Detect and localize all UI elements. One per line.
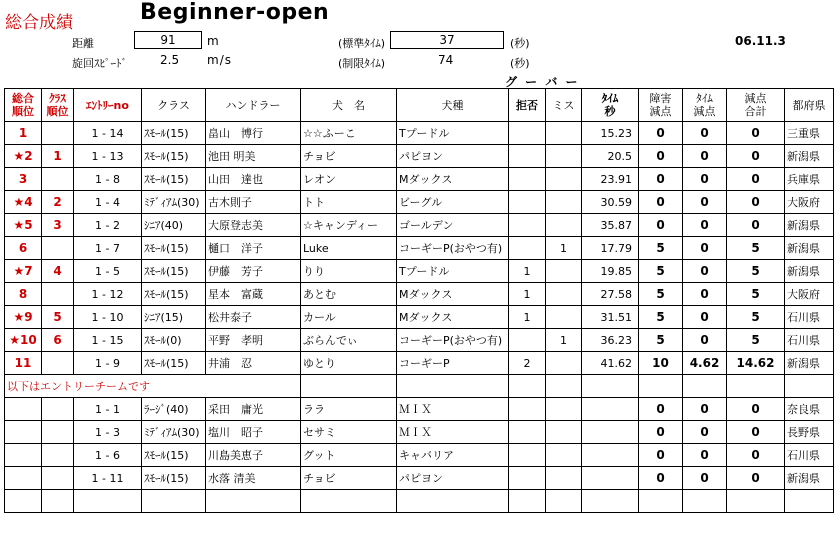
- empty-cell: [546, 375, 582, 398]
- breed-cell: ビーグル: [397, 191, 509, 214]
- miss-cell: [546, 168, 582, 191]
- time-cell: 17.79: [582, 237, 639, 260]
- rank-cell: 6: [5, 237, 42, 260]
- star-icon: ★: [13, 310, 25, 324]
- refusal-cell: 1: [509, 260, 546, 283]
- time-cell: 30.59: [582, 191, 639, 214]
- time-cell: 15.23: [582, 122, 639, 145]
- class-cell: ﾐﾃﾞｨｱﾑ(30): [142, 191, 206, 214]
- time-fault-cell: 0: [683, 168, 727, 191]
- fault-cell: 0: [639, 145, 683, 168]
- entry-cell: 1 - 8: [74, 168, 142, 191]
- miss-cell: [546, 145, 582, 168]
- std-time-label: (標準ﾀｲﾑ): [338, 37, 386, 50]
- time-fault-cell: 0: [683, 398, 727, 421]
- time-fault-cell: 0: [683, 260, 727, 283]
- distance-unit: m: [207, 34, 219, 48]
- class-rank-cell: 6: [42, 329, 74, 352]
- fault-cell: 5: [639, 260, 683, 283]
- class-rank-cell: [42, 122, 74, 145]
- breed-cell: ゴールデン: [397, 214, 509, 237]
- handler-cell: 古木則子: [206, 191, 301, 214]
- time-cell: 23.91: [582, 168, 639, 191]
- dog-cell: ぶらんでぃ: [301, 329, 397, 352]
- total-cell: 5: [727, 283, 785, 306]
- class-cell: ｽﾓｰﾙ(15): [142, 168, 206, 191]
- entry-cell: 1 - 15: [74, 329, 142, 352]
- dog-cell: グット: [301, 444, 397, 467]
- pref-cell: 新潟県: [785, 237, 834, 260]
- dog-cell: ララ: [301, 398, 397, 421]
- dog-cell: ☆☆ふーこ: [301, 122, 397, 145]
- time-cell: 19.85: [582, 260, 639, 283]
- time-fault-cell: 0: [683, 467, 727, 490]
- star-icon: ★: [13, 195, 25, 209]
- breed-cell: Mダックス: [397, 306, 509, 329]
- table-row: [5, 329, 834, 352]
- empty-cell: [509, 490, 546, 513]
- time-fault-cell: 0: [683, 191, 727, 214]
- empty-cell: [397, 375, 509, 398]
- rank-cell: ★2: [5, 145, 42, 168]
- fault-cell: 0: [639, 214, 683, 237]
- empty-cell: [74, 490, 142, 513]
- handler-cell: 伊藤 芳子: [206, 260, 301, 283]
- pref-cell: 大阪府: [785, 283, 834, 306]
- class-rank-cell: [42, 421, 74, 444]
- col-header-dog-name: 犬 名: [301, 89, 397, 122]
- time-fault-cell: 0: [683, 329, 727, 352]
- entry-cell: 1 - 13: [74, 145, 142, 168]
- limit-time-unit: (秒): [510, 57, 530, 70]
- time-fault-cell: 4.62: [683, 352, 727, 375]
- handler-cell: 大原登志美: [206, 214, 301, 237]
- pref-cell: 兵庫県: [785, 168, 834, 191]
- breed-cell: パピヨン: [397, 145, 509, 168]
- team-row: [5, 444, 834, 467]
- class-cell: ｽﾓｰﾙ(15): [142, 467, 206, 490]
- col-header-prefecture: 都府県: [785, 89, 834, 122]
- col-header-entry-no: ｴﾝﾄﾘｰno: [74, 89, 142, 122]
- refusal-cell: 2: [509, 352, 546, 375]
- handler-cell: 平野 孝明: [206, 329, 301, 352]
- table-row: [5, 237, 834, 260]
- team-row: [5, 398, 834, 421]
- table-row: [5, 306, 834, 329]
- empty-cell: [727, 490, 785, 513]
- pref-cell: 新潟県: [785, 260, 834, 283]
- refusal-cell: [509, 122, 546, 145]
- col-header-fault: 障害 減点: [639, 89, 683, 122]
- miss-cell: [546, 352, 582, 375]
- speed-label: 旋回ｽﾋﾟｰﾄﾞ: [72, 57, 127, 70]
- breed-cell: ＭＩＸ: [397, 398, 509, 421]
- col-header-time-fault: ﾀｲﾑ 減点: [683, 89, 727, 122]
- total-cell: 0: [727, 122, 785, 145]
- empty-cell: [301, 490, 397, 513]
- rank-cell: ★5: [5, 214, 42, 237]
- class-cell: ﾗｰｼﾞ(40): [142, 398, 206, 421]
- empty-cell: [5, 490, 42, 513]
- empty-cell: [142, 490, 206, 513]
- team-row: [5, 467, 834, 490]
- col-header-refusal: 拒否: [509, 89, 546, 122]
- fault-cell: 0: [639, 191, 683, 214]
- empty-cell: [683, 375, 727, 398]
- empty-cell: [397, 490, 509, 513]
- time-fault-cell: 0: [683, 421, 727, 444]
- table-row: [5, 214, 834, 237]
- handler-cell: 松井泰子: [206, 306, 301, 329]
- miss-cell: [546, 191, 582, 214]
- miss-cell: [546, 467, 582, 490]
- pref-cell: 長野県: [785, 421, 834, 444]
- class-rank-cell: 3: [42, 214, 74, 237]
- total-cell: 5: [727, 329, 785, 352]
- table-row: [5, 283, 834, 306]
- time-cell: [582, 398, 639, 421]
- dog-cell: チョビ: [301, 467, 397, 490]
- entry-cell: 1 - 9: [74, 352, 142, 375]
- class-rank-cell: [42, 352, 74, 375]
- time-cell: 36.23: [582, 329, 639, 352]
- class-rank-cell: [42, 283, 74, 306]
- pref-cell: 石川県: [785, 306, 834, 329]
- refusal-cell: [509, 467, 546, 490]
- speed-unit: m/s: [207, 53, 232, 67]
- page-title: Beginner-open: [140, 0, 330, 25]
- time-cell: [582, 467, 639, 490]
- refusal-cell: [509, 145, 546, 168]
- breed-cell: Tプードル: [397, 260, 509, 283]
- breed-cell: Mダックス: [397, 283, 509, 306]
- refusal-cell: [509, 398, 546, 421]
- pref-cell: 石川県: [785, 329, 834, 352]
- table-header-row: [5, 89, 834, 122]
- rank-cell: 3: [5, 168, 42, 191]
- empty-cell: [785, 375, 834, 398]
- miss-cell: [546, 214, 582, 237]
- std-time-unit: (秒): [510, 37, 530, 50]
- breed-cell: キャバリア: [397, 444, 509, 467]
- class-cell: ｽﾓｰﾙ(0): [142, 329, 206, 352]
- breed-cell: Mダックス: [397, 168, 509, 191]
- dog-cell: あとむ: [301, 283, 397, 306]
- time-fault-cell: 0: [683, 145, 727, 168]
- breed-cell: コーギーP(おやつ有): [397, 329, 509, 352]
- breed-cell: コーギーP(おやつ有): [397, 237, 509, 260]
- handler-cell: 水落 清美: [206, 467, 301, 490]
- rank-cell: [5, 398, 42, 421]
- fault-cell: 10: [639, 352, 683, 375]
- handler-cell: 井浦 忍: [206, 352, 301, 375]
- time-cell: 31.51: [582, 306, 639, 329]
- speed-value: 2.5: [160, 53, 180, 67]
- entry-cell: 1 - 12: [74, 283, 142, 306]
- dog-cell: レオン: [301, 168, 397, 191]
- total-cell: 0: [727, 421, 785, 444]
- breed-cell: ＭＩＸ: [397, 421, 509, 444]
- time-cell: [582, 421, 639, 444]
- time-cell: [582, 444, 639, 467]
- total-cell: 5: [727, 306, 785, 329]
- rank-cell: [5, 421, 42, 444]
- fault-cell: 0: [639, 467, 683, 490]
- total-cell: 0: [727, 398, 785, 421]
- entry-cell: 1 - 7: [74, 237, 142, 260]
- handler-cell: 樋口 洋子: [206, 237, 301, 260]
- class-rank-cell: 1: [42, 145, 74, 168]
- star-icon: ★: [13, 264, 25, 278]
- pref-cell: 大阪府: [785, 191, 834, 214]
- class-cell: ｼﾆｱ(40): [142, 214, 206, 237]
- refusal-cell: [509, 421, 546, 444]
- std-time-value: 37: [390, 31, 504, 49]
- empty-cell: [683, 490, 727, 513]
- section-title: 総合成績: [5, 13, 73, 33]
- empty-cell: [546, 490, 582, 513]
- time-fault-cell: 0: [683, 444, 727, 467]
- col-header-rank: 総合 順位: [5, 89, 42, 122]
- pref-cell: 新潟県: [785, 467, 834, 490]
- event-date: 06.11.3: [735, 34, 786, 48]
- pref-cell: 新潟県: [785, 352, 834, 375]
- empty-cell: [639, 490, 683, 513]
- table-row: [5, 145, 834, 168]
- class-rank-cell: [42, 444, 74, 467]
- empty-cell: [42, 490, 74, 513]
- dog-cell: カール: [301, 306, 397, 329]
- table-row: [5, 168, 834, 191]
- handler-cell: 星本 富蔵: [206, 283, 301, 306]
- total-cell: 14.62: [727, 352, 785, 375]
- miss-cell: [546, 122, 582, 145]
- total-cell: 0: [727, 191, 785, 214]
- miss-cell: [546, 283, 582, 306]
- team-note: 以下はエントリーチームです: [5, 375, 301, 398]
- class-rank-cell: [42, 237, 74, 260]
- rank-cell: 11: [5, 352, 42, 375]
- rank-cell: ★10: [5, 329, 42, 352]
- fault-cell: 0: [639, 168, 683, 191]
- table-row: [5, 352, 834, 375]
- class-cell: ﾐﾃﾞｨｱﾑ(30): [142, 421, 206, 444]
- empty-cell: [727, 375, 785, 398]
- rank-cell: ★9: [5, 306, 42, 329]
- rank-cell: ★7: [5, 260, 42, 283]
- entry-cell: 1 - 2: [74, 214, 142, 237]
- rank-cell: [5, 444, 42, 467]
- blank-row: [5, 490, 834, 513]
- pref-cell: 新潟県: [785, 145, 834, 168]
- entry-cell: 1 - 6: [74, 444, 142, 467]
- dog-cell: りり: [301, 260, 397, 283]
- table-row: [5, 260, 834, 283]
- class-cell: ｽﾓｰﾙ(15): [142, 283, 206, 306]
- handler-cell: 采田 庸光: [206, 398, 301, 421]
- time-cell: 27.58: [582, 283, 639, 306]
- refusal-cell: [509, 191, 546, 214]
- fault-cell: 5: [639, 283, 683, 306]
- col-header-miss: ミス: [546, 89, 582, 122]
- pref-cell: 新潟県: [785, 214, 834, 237]
- time-cell: 41.62: [582, 352, 639, 375]
- table-row: [5, 191, 834, 214]
- class-cell: ｽﾓｰﾙ(15): [142, 237, 206, 260]
- fault-cell: 0: [639, 122, 683, 145]
- total-cell: 5: [727, 260, 785, 283]
- star-icon: ★: [13, 218, 25, 232]
- group-label: グ ー バ ー: [505, 75, 580, 89]
- time-fault-cell: 0: [683, 237, 727, 260]
- fault-cell: 0: [639, 444, 683, 467]
- fault-cell: 5: [639, 329, 683, 352]
- dog-cell: ☆キャンディー: [301, 214, 397, 237]
- handler-cell: 池田 明美: [206, 145, 301, 168]
- total-cell: 0: [727, 168, 785, 191]
- refusal-cell: 1: [509, 283, 546, 306]
- dog-cell: ゆとり: [301, 352, 397, 375]
- time-fault-cell: 0: [683, 122, 727, 145]
- col-header-breed: 犬種: [397, 89, 509, 122]
- total-cell: 0: [727, 444, 785, 467]
- miss-cell: [546, 260, 582, 283]
- class-rank-cell: 5: [42, 306, 74, 329]
- empty-cell: [582, 375, 639, 398]
- limit-time-label: (制限ﾀｲﾑ): [338, 57, 386, 70]
- table-row: [5, 122, 834, 145]
- refusal-cell: [509, 214, 546, 237]
- team-note-row: [5, 375, 834, 398]
- rank-cell: ★4: [5, 191, 42, 214]
- dog-cell: Luke: [301, 237, 397, 260]
- entry-cell: 1 - 1: [74, 398, 142, 421]
- breed-cell: パピヨン: [397, 467, 509, 490]
- rank-cell: 1: [5, 122, 42, 145]
- class-cell: ｽﾓｰﾙ(15): [142, 260, 206, 283]
- fault-cell: 5: [639, 237, 683, 260]
- star-icon: ★: [9, 333, 21, 347]
- entry-cell: 1 - 10: [74, 306, 142, 329]
- miss-cell: [546, 421, 582, 444]
- refusal-cell: [509, 329, 546, 352]
- class-rank-cell: 2: [42, 191, 74, 214]
- miss-cell: 1: [546, 237, 582, 260]
- col-header-total: 減点 合計: [727, 89, 785, 122]
- class-cell: ｽﾓｰﾙ(15): [142, 444, 206, 467]
- class-cell: ｽﾓｰﾙ(15): [142, 145, 206, 168]
- class-rank-cell: [42, 168, 74, 191]
- star-icon: ★: [13, 149, 25, 163]
- breed-cell: Tプードル: [397, 122, 509, 145]
- miss-cell: [546, 444, 582, 467]
- pref-cell: 石川県: [785, 444, 834, 467]
- handler-cell: 山田 達也: [206, 168, 301, 191]
- refusal-cell: [509, 444, 546, 467]
- empty-cell: [785, 490, 834, 513]
- handler-cell: 塩川 昭子: [206, 421, 301, 444]
- col-header-handler: ハンドラー: [206, 89, 301, 122]
- team-row: [5, 421, 834, 444]
- fault-cell: 5: [639, 306, 683, 329]
- pref-cell: 奈良県: [785, 398, 834, 421]
- refusal-cell: [509, 168, 546, 191]
- class-cell: ｼﾆｱ(15): [142, 306, 206, 329]
- rank-cell: 8: [5, 283, 42, 306]
- entry-cell: 1 - 3: [74, 421, 142, 444]
- class-cell: ｽﾓｰﾙ(15): [142, 352, 206, 375]
- distance-value: 91: [134, 31, 202, 49]
- dog-cell: トト: [301, 191, 397, 214]
- entry-cell: 1 - 4: [74, 191, 142, 214]
- empty-cell: [301, 375, 397, 398]
- breed-cell: コーギーP: [397, 352, 509, 375]
- handler-cell: 川島美恵子: [206, 444, 301, 467]
- entry-cell: 1 - 5: [74, 260, 142, 283]
- time-fault-cell: 0: [683, 306, 727, 329]
- time-fault-cell: 0: [683, 214, 727, 237]
- dog-cell: セサミ: [301, 421, 397, 444]
- fault-cell: 0: [639, 421, 683, 444]
- results-table: [4, 88, 834, 513]
- col-header-time: ﾀｲﾑ 秒: [582, 89, 639, 122]
- col-header-class-rank: ｸﾗｽ 順位: [42, 89, 74, 122]
- miss-cell: [546, 398, 582, 421]
- miss-cell: 1: [546, 329, 582, 352]
- rank-cell: [5, 467, 42, 490]
- class-rank-cell: [42, 467, 74, 490]
- total-cell: 0: [727, 467, 785, 490]
- distance-label: 距離: [72, 37, 94, 50]
- refusal-cell: [509, 237, 546, 260]
- class-rank-cell: [42, 398, 74, 421]
- time-cell: 35.87: [582, 214, 639, 237]
- col-header-class: クラス: [142, 89, 206, 122]
- handler-cell: 畠山 博行: [206, 122, 301, 145]
- time-cell: 20.5: [582, 145, 639, 168]
- total-cell: 5: [727, 237, 785, 260]
- pref-cell: 三重県: [785, 122, 834, 145]
- empty-cell: [582, 490, 639, 513]
- miss-cell: [546, 306, 582, 329]
- time-fault-cell: 0: [683, 283, 727, 306]
- total-cell: 0: [727, 214, 785, 237]
- class-cell: ｽﾓｰﾙ(15): [142, 122, 206, 145]
- limit-time-value: 74: [438, 53, 454, 67]
- entry-cell: 1 - 11: [74, 467, 142, 490]
- empty-cell: [206, 490, 301, 513]
- total-cell: 0: [727, 145, 785, 168]
- dog-cell: チョビ: [301, 145, 397, 168]
- fault-cell: 0: [639, 398, 683, 421]
- refusal-cell: 1: [509, 306, 546, 329]
- empty-cell: [639, 375, 683, 398]
- entry-cell: 1 - 14: [74, 122, 142, 145]
- empty-cell: [509, 375, 546, 398]
- class-rank-cell: 4: [42, 260, 74, 283]
